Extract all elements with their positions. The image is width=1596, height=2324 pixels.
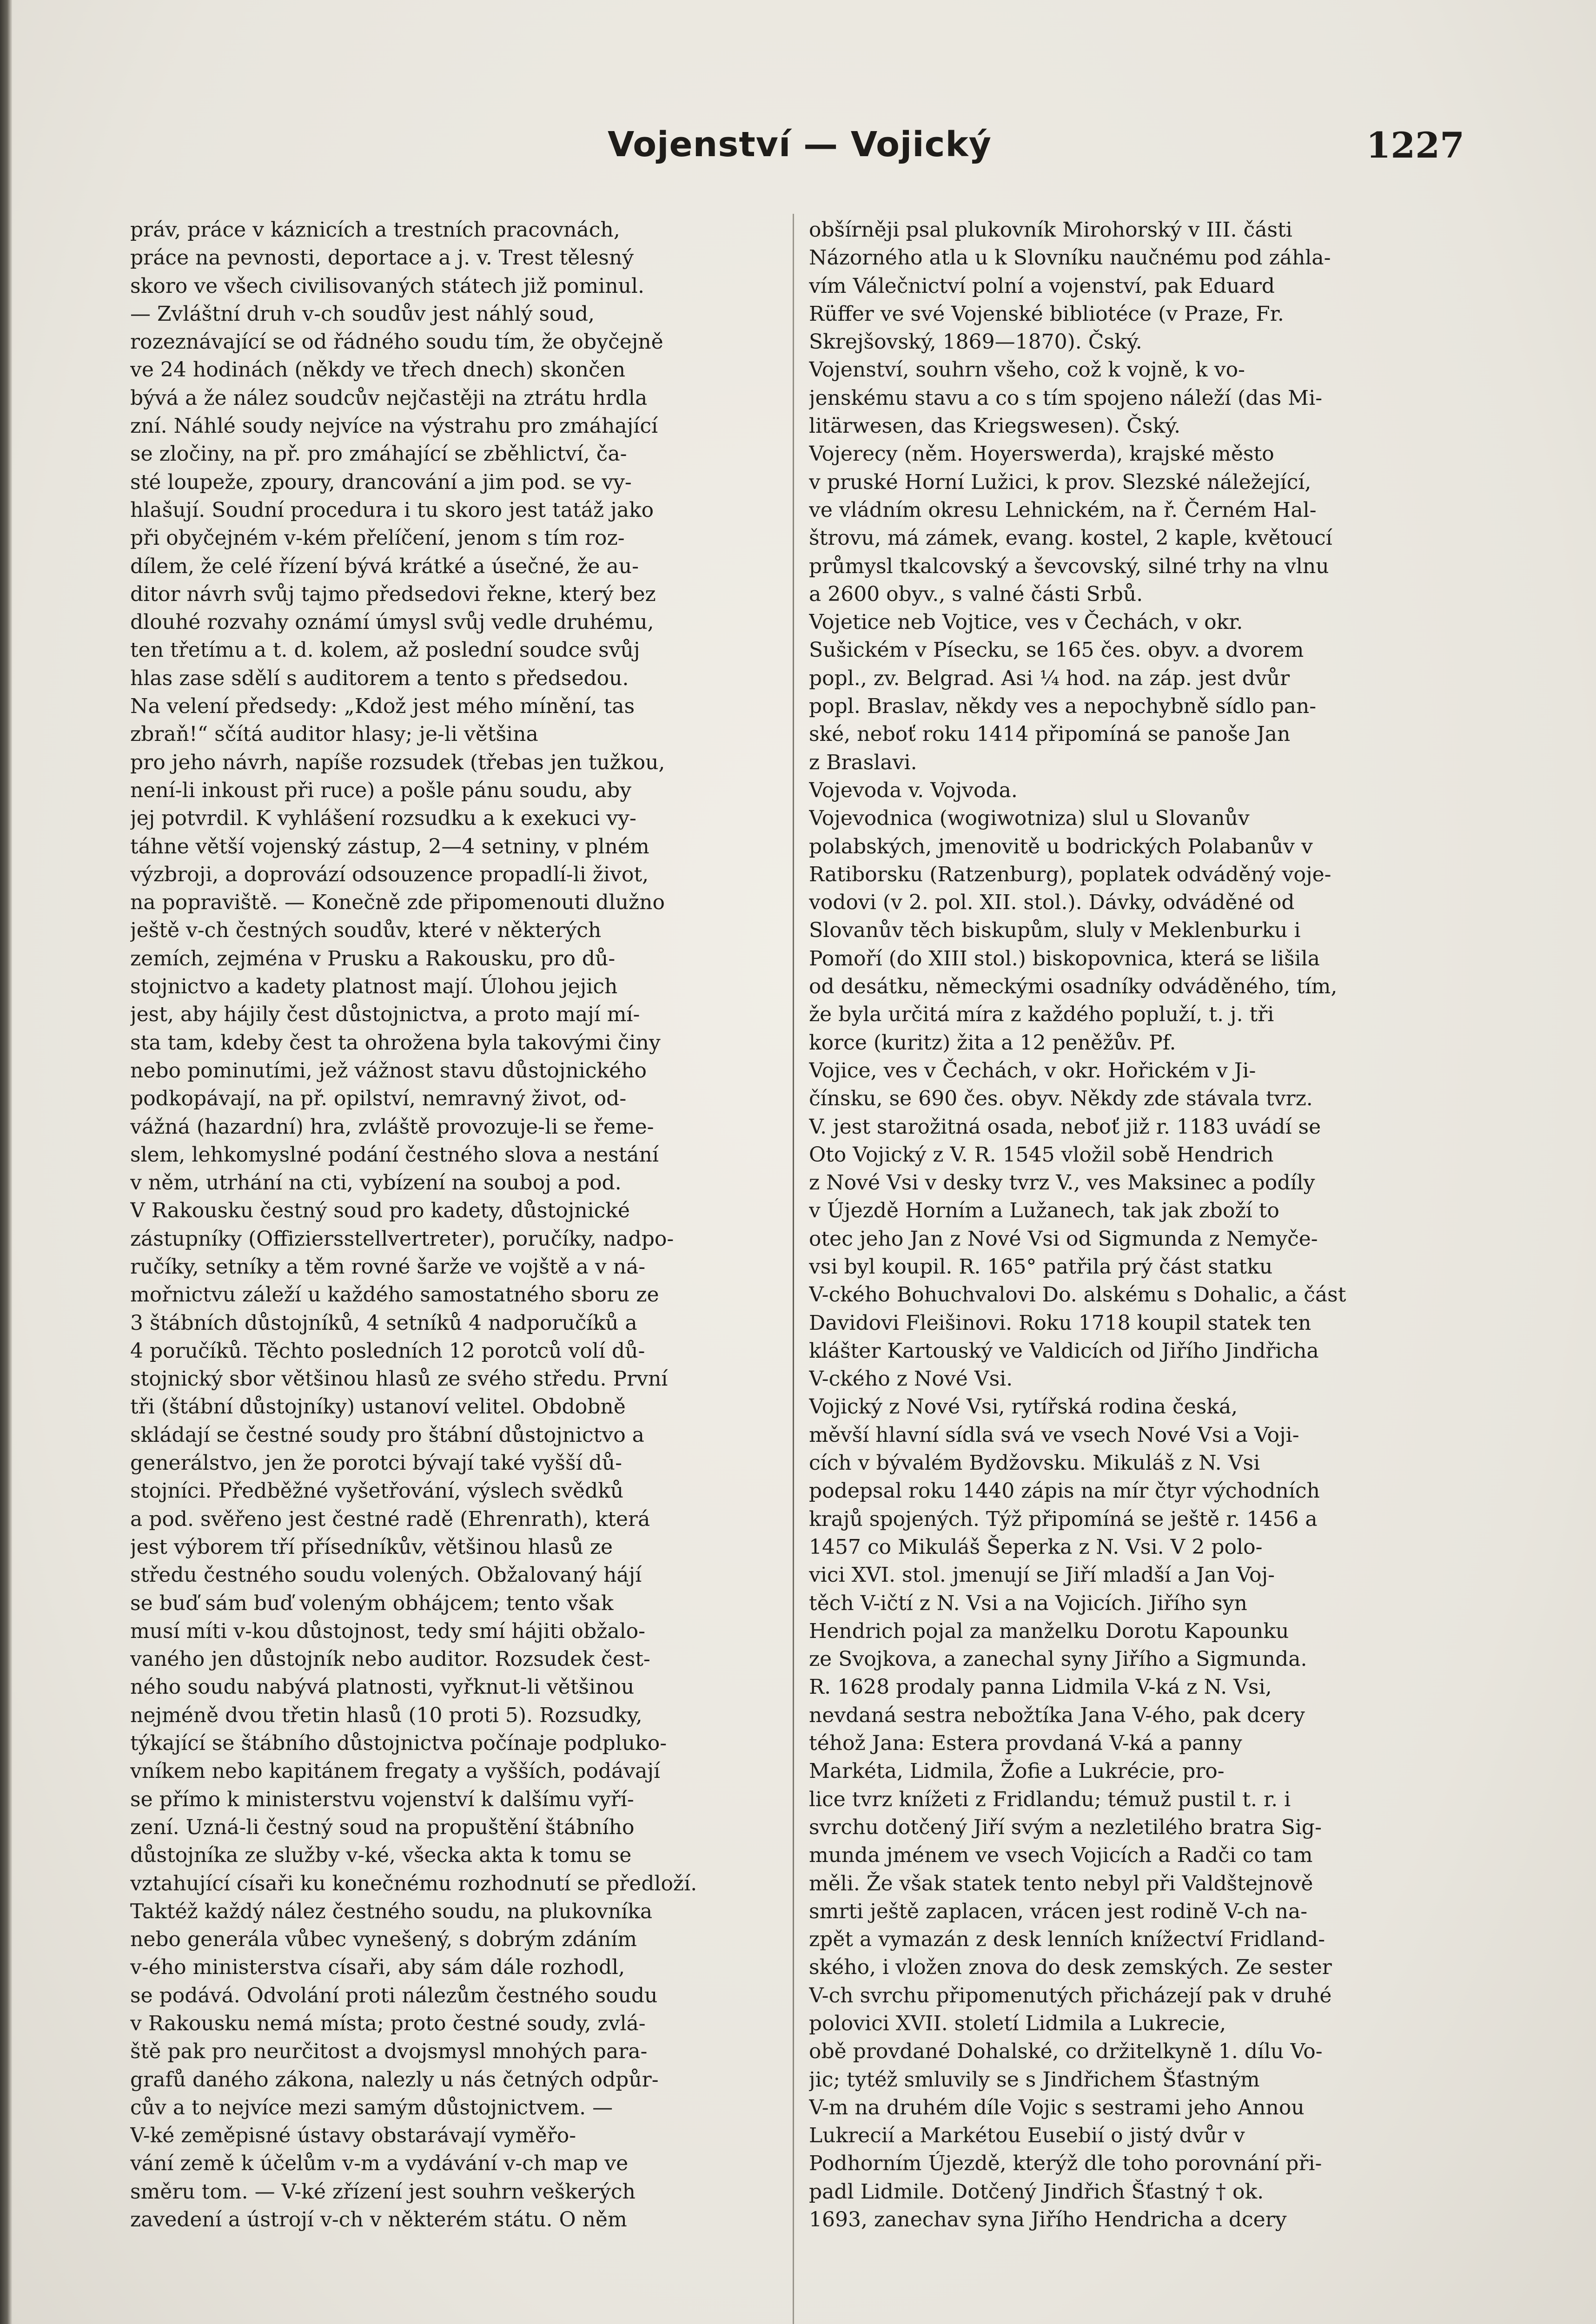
text-line: vážná (hazardní) hra, zvláště provozuje-li se řeme- <box>130 1115 654 1139</box>
right-text-column <box>809 216 1460 2234</box>
text-line: práce na pevnosti, deportace a j. v. Trest tělesný <box>130 246 634 270</box>
text-line: že byla určitá míra z každého popluží, t. j. tři <box>809 1003 1274 1027</box>
text-line: V-ckého z Nové Vsi. <box>809 1367 1013 1391</box>
text-line: a pod. svěřeno jest čestné radě (Ehrenrath), která <box>130 1507 650 1531</box>
text-line: Rüffer ve své Vojenské bibliotéce (v Praze, Fr. <box>809 302 1284 326</box>
text-line: jenskému stavu a co s tím spojeno náleží (das Mi- <box>809 386 1323 410</box>
text-line: zemích, zejména v Prusku a Rakousku, pro dů- <box>130 946 616 971</box>
text-line: středu čestného soudu volených. Obžalovaný hájí <box>130 1563 642 1587</box>
text-line: slem, lehkomyslné podání čestného slova a nestání <box>130 1142 659 1167</box>
text-line: jej potvrdil. K vyhlášení rozsudku a k exekuci vy- <box>130 806 636 831</box>
text-line: vsi byl koupil. R. 165° patřila prý část statku <box>809 1254 1273 1279</box>
text-line: Taktéž každý nález čestného soudu, na plukovníka <box>130 1899 653 1923</box>
text-line: pro jeho návrh, napíše rozsudek (třebas jen tužkou, <box>130 750 665 774</box>
text-line: hlas zase sdělí s auditorem a tento s předsedou. <box>130 666 629 690</box>
text-line: obšírněji psal plukovník Mirohorský v III. části <box>809 218 1292 242</box>
text-line: ze Svojkova, a zanechal syny Jiřího a Sigmunda. <box>809 1647 1307 1671</box>
page-number: 1227 <box>1366 125 1464 166</box>
text-line: Oto Vojický z V. R. 1545 vložil sobě Hendrich <box>809 1142 1274 1167</box>
text-line: nejméně dvou třetin hlasů (10 proti 5). Rozsudky, <box>130 1703 642 1727</box>
text-line: hlašují. Soudní procedura i tu skoro jest tatáž jako <box>130 498 654 522</box>
text-line: zení. Uzná-li čestný soud na propuštění štábního <box>130 1815 635 1839</box>
text-line: V-ké zeměpisné ústavy obstarávají vyměřo- <box>130 2124 576 2148</box>
text-line: zní. Náhlé soudy nejvíce na výstrahu pro zmáhající <box>130 414 658 438</box>
text-line: Pomoří (do XIII stol.) biskopovnica, která se lišila <box>809 946 1320 971</box>
text-line: V-ch svrchu připomenutých přicházejí pak v druhé <box>809 1983 1332 2007</box>
text-line: ště pak pro neurčitost a dvojsmysl mnohých para- <box>130 2040 648 2064</box>
text-line: ditor návrh svůj tajmo předsedovi řekne, který bez <box>130 582 656 606</box>
text-line: stojnický sbor většinou hlasů ze svého středu. První <box>130 1367 668 1391</box>
text-line: v-ého ministerstva císaři, aby sám dále rozhodl, <box>130 1955 625 1980</box>
column-divider <box>793 214 794 2324</box>
text-line: cích v bývalém Bydžovsku. Mikuláš z N. Vsi <box>809 1451 1260 1475</box>
text-line: skládají se čestné soudy pro štábní důstojnictvo a <box>130 1423 644 1447</box>
text-line: Lukrecií a Markétou Eusebií o jistý dvůr v <box>809 2124 1245 2148</box>
text-line: svrchu dotčený Jiří svým a nezletilého bratra Sig- <box>809 1815 1322 1839</box>
text-line: se zločiny, na př. pro zmáhající se zběhlictví, ča- <box>130 442 627 466</box>
text-line: 1457 co Mikuláš Šeperka z N. Vsi. V 2 polo- <box>809 1535 1263 1559</box>
text-line: v něm, utrhání na cti, vybízení na souboj a pod. <box>130 1171 622 1195</box>
text-line: z Braslavi. <box>809 750 917 774</box>
text-line: ve 24 hodinách (někdy ve třech dnech) skončen <box>130 358 626 382</box>
text-line: těch V-ičtí z N. Vsi a na Vojicích. Jiřího syn <box>809 1591 1247 1615</box>
text-line: Skrejšovský, 1869—1870). Čský. <box>809 330 1142 354</box>
text-line: v Rakousku nemá místa; proto čestné soudy, zvlá- <box>130 2012 646 2035</box>
text-line: jic; tytéž smluvily se s Jindřichem Šťastným <box>809 2067 1260 2092</box>
text-line: sté loupeže, zpoury, drancování a jim pod. se vy- <box>130 470 632 494</box>
text-line: stojníci. Předběžné vyšetřování, výslech svědků <box>130 1479 624 1503</box>
text-line: jest, aby hájily čest důstojnictva, a proto mají mí- <box>130 1003 640 1027</box>
text-line: Na velení předsedy: „Kdož jest mého mínění, tas <box>130 694 635 719</box>
text-line: Názorného atla u k Slovníku naučnému pod záhla- <box>809 246 1331 270</box>
text-line: 4 poručíků. Těchto posledních 12 porotců volí dů- <box>130 1339 645 1363</box>
text-line: výzbroji, a doprovází odsouzence propadlí-li život, <box>130 862 649 886</box>
text-line: dlouhé rozvahy oznámí úmysl svůj vedle druhému, <box>130 610 654 634</box>
text-line: ve vládním okresu Lehnickém, na ř. Černém Hal- <box>809 498 1317 522</box>
text-line: štrovu, má zámek, evang. kostel, 2 kaple, květoucí <box>809 526 1332 550</box>
text-line: podepsal roku 1440 zápis na mír čtyr východních <box>809 1479 1320 1503</box>
text-line: vání země k účelům v-m a vydávání v-ch map ve <box>130 2152 629 2176</box>
text-line: Vojerecy (něm. Hoyerswerda), krajské město <box>809 442 1274 466</box>
text-line: ten třetímu a t. d. kolem, až poslední soudce svůj <box>130 638 640 662</box>
text-line: 1693, zanechav syna Jiřího Hendricha a dcery <box>809 2208 1287 2232</box>
text-line: litärwesen, das Kriegswesen). Čský. <box>809 414 1181 438</box>
text-line: čínsku, se 690 čes. obyv. Někdy zde stávala tvrz. <box>809 1087 1313 1111</box>
text-line: týkající se štábního důstojnictva počínaje podpluko- <box>130 1731 667 1756</box>
left-text-column <box>130 216 781 2234</box>
text-line: a 2600 obyv., s valné části Srbů. <box>809 582 1143 606</box>
text-line: důstojníka ze služby v-ké, všecka akta k tomu se <box>130 1843 632 1868</box>
text-line: padl Lidmile. Dotčený Jindřich Šťastný † ok. <box>809 2179 1264 2204</box>
text-line: polovici XVII. století Lidmila a Lukrecie, <box>809 2012 1226 2035</box>
page-edge-shadow <box>0 0 12 2324</box>
text-line: zavedení a ústrojí v-ch v některém státu. O něm <box>130 2208 627 2232</box>
text-line: Vojetice neb Vojtice, ves v Čechách, v okr. <box>809 610 1243 634</box>
text-line: práv, práce v káznicích a trestních pracovnách, <box>130 218 620 242</box>
text-line: popl., zv. Belgrad. Asi ¼ hod. na záp. jest dvůr <box>809 666 1290 690</box>
text-line: sta tam, kdeby čest ta ohrožena byla takovými činy <box>130 1030 661 1055</box>
text-line: průmysl tkalcovský a ševcovský, silné trhy na vlnu <box>809 554 1329 578</box>
text-line: na popraviště. — Konečně zde připomenouti dlužno <box>130 891 665 915</box>
text-line: tři (štábní důstojníky) ustanoví velitel. Obdobně <box>130 1395 626 1419</box>
text-line: ného soudu nabývá platnosti, vyřknut-li většinou <box>130 1675 635 1699</box>
text-line: jest výborem tří přísedníkův, většinou hlasů ze <box>130 1535 613 1559</box>
text-line: otec jeho Jan z Nové Vsi od Sigmunda z Nemyče- <box>809 1227 1318 1251</box>
text-line: mořnictvu záleží u každého samostatného sboru ze <box>130 1283 659 1307</box>
text-line: měli. Že však statek tento nebyl při Valdštejnově <box>809 1871 1313 1895</box>
text-line: se přímo k ministerstvu vojenství k dalšímu vyří- <box>130 1787 634 1811</box>
text-line: zpět a vymazán z desk lenních knížectví Fridland- <box>809 1928 1325 1952</box>
text-line: vici XVI. stol. jmenují se Jiří mladší a Jan Voj- <box>809 1563 1275 1587</box>
text-line: vníkem nebo kapitánem fregaty a vyšších, podávají <box>130 1759 661 1783</box>
text-line: vodovi (v 2. pol. XII. stol.). Dávky, odváděné od <box>809 891 1295 915</box>
text-line: vaného jen důstojník nebo auditor. Rozsudek čest- <box>130 1647 650 1671</box>
text-line: musí míti v-kou důstojnost, tedy smí hájiti obžalo- <box>130 1619 646 1643</box>
text-line: ještě v-ch čestných soudův, které v některých <box>130 918 602 943</box>
text-line: V-m na druhém díle Vojic s sestrami jeho Annou <box>809 2095 1305 2119</box>
text-line: rozeznávající se od řádného soudu tím, že obyčejně <box>130 330 663 354</box>
text-line: z Nové Vsi v desky tvrz V., ves Maksinec a podíly <box>809 1171 1315 1195</box>
text-line: Podhorním Újezdě, kterýž dle toho porovnání při- <box>809 2152 1322 2176</box>
text-line: munda jménem ve vsech Vojicích a Radči co tam <box>809 1843 1313 1868</box>
text-line: V. jest starožitná osada, neboť již r. 1183 uvádí se <box>809 1115 1321 1139</box>
text-line: se buď sám buď voleným obhájcem; tento však <box>130 1591 614 1615</box>
text-line: generálstvo, jen že porotci bývají také vyšší dů- <box>130 1451 622 1475</box>
text-line: dílem, že celé řízení bývá krátké a úsečné, že au- <box>130 554 639 578</box>
text-line: obě provdané Dohalské, co držitelkyně 1. dílu Vo- <box>809 2040 1323 2064</box>
text-line: bývá a že nález soudcův nejčastěji na ztrátu hrdla <box>130 386 648 410</box>
text-line: není-li inkoust při ruce) a pošle pánu soudu, aby <box>130 778 632 802</box>
text-line: téhož Jana: Estera provdaná V-ká a panny <box>809 1731 1242 1756</box>
text-line: Slovanův těch biskupům, sluly v Meklenburku i <box>809 918 1301 943</box>
page-title: Vojenství — Vojický <box>608 125 992 165</box>
text-line: V Rakousku čestný soud pro kadety, důstojnické <box>130 1199 630 1223</box>
text-line: Markéta, Lidmila, Žofie a Lukrécie, pro- <box>809 1759 1225 1783</box>
text-line: táhne větší vojenský zástup, 2—4 setniny, v plném <box>130 834 649 858</box>
text-line: nevdaná sestra nebožtíka Jana V-ého, pak dcery <box>809 1703 1305 1727</box>
text-line: od desátku, německými osadníky odváděného, tím, <box>809 975 1338 999</box>
text-line: směru tom. — V-ké zřízení jest souhrn veškerých <box>130 2179 636 2204</box>
text-line: popl. Braslav, někdy ves a nepochybně sídlo pan- <box>809 694 1317 719</box>
text-line: zástupníky (Offiziersstellvertreter), poručíky, nadpo- <box>130 1227 674 1251</box>
text-line: Davidovi Fleišinovi. Roku 1718 koupil statek ten <box>809 1311 1311 1335</box>
text-line: R. 1628 prodaly panna Lidmila V-ká z N. Vsi, <box>809 1675 1272 1699</box>
text-line: Hendrich pojal za manželku Dorotu Kapounku <box>809 1619 1289 1643</box>
text-line: — Zvláštní druh v-ch soudův jest náhlý soud, <box>130 302 595 326</box>
text-line: grafů daného zákona, nalezly u nás četných odpůr- <box>130 2067 659 2092</box>
text-line: korce (kuritz) žita a 12 peněžův. Pf. <box>809 1030 1176 1055</box>
text-line: Vojenství, souhrn všeho, což k vojně, k vo- <box>809 358 1245 382</box>
text-line: při obyčejném v-kém přelíčení, jenom s tím roz- <box>130 526 625 550</box>
running-head <box>135 125 1464 180</box>
text-line: zbraň!“ sčítá auditor hlasy; je-li většina <box>130 722 538 746</box>
text-line: Vojický z Nové Vsi, rytířská rodina česká, <box>809 1395 1238 1419</box>
text-line: v pruské Horní Lužici, k prov. Slezské náležející, <box>809 470 1311 494</box>
text-line: vím Válečnictví polní a vojenství, pak Eduard <box>809 274 1275 298</box>
text-line: ručíky, setníky a těm rovné šarže ve vojště a v ná- <box>130 1254 646 1279</box>
text-line: smrti ještě zaplacen, vrácen jest rodině V-ch na- <box>809 1899 1308 1923</box>
text-line: ského, i vložen znova do desk zemských. Ze sester <box>809 1955 1332 1980</box>
text-line: stojnictvo a kadety platnost mají. Úlohou jejich <box>130 975 618 999</box>
text-line: 3 štábních důstojníků, 4 setníků 4 nadporučíků a <box>130 1311 637 1335</box>
text-line: lice tvrz knížeti z Fridlandu; témuž pustil t. r. i <box>809 1787 1291 1811</box>
text-line: skoro ve všech civilisovaných státech již pominul. <box>130 274 644 298</box>
text-line: v Újezdě Horním a Lužanech, tak jak zboží to <box>809 1199 1279 1223</box>
text-line: ské, neboť roku 1414 připomíná se panoše Jan <box>809 722 1291 746</box>
text-line: Vojevodnica (wogiwotniza) slul u Slovanův <box>809 806 1250 831</box>
text-line: vztahující císaři ku konečnému rozhodnutí se předloží. <box>130 1871 697 1895</box>
text-line: Vojevoda v. Vojvoda. <box>809 778 1018 802</box>
text-line: Vojice, ves v Čechách, v okr. Hořickém v Ji- <box>809 1058 1256 1083</box>
text-line: klášter Kartouský ve Valdicích od Jiřího Jindřicha <box>809 1339 1319 1363</box>
text-line: nebo generála vůbec vynešený, s dobrým zdáním <box>130 1928 637 1952</box>
text-line: Sušickém v Písecku, se 165 čes. obyv. a dvorem <box>809 638 1304 662</box>
text-line: V-ckého Bohuchvalovi Do. alskému s Dohalic, a část <box>809 1283 1346 1307</box>
text-line: cův a to nejvíce mezi samým důstojnictvem. — <box>130 2095 613 2119</box>
text-line: se podává. Odvolání proti nálezům čestného soudu <box>130 1983 658 2007</box>
text-line: měvší hlavní sídla svá ve vsech Nové Vsi a Voji- <box>809 1423 1299 1447</box>
text-line: polabských, jmenovitě u bodrických Polabanův v <box>809 834 1313 858</box>
text-line: nebo pominutími, jež vážnost stavu důstojnického <box>130 1058 647 1083</box>
text-line: podkopávají, na př. opilství, nemravný život, od- <box>130 1087 627 1111</box>
text-line: krajů spojených. Týž připomíná se ještě r. 1456 a <box>809 1507 1318 1531</box>
text-line: Ratiborsku (Ratzenburg), poplatek odváděný voje- <box>809 862 1331 886</box>
